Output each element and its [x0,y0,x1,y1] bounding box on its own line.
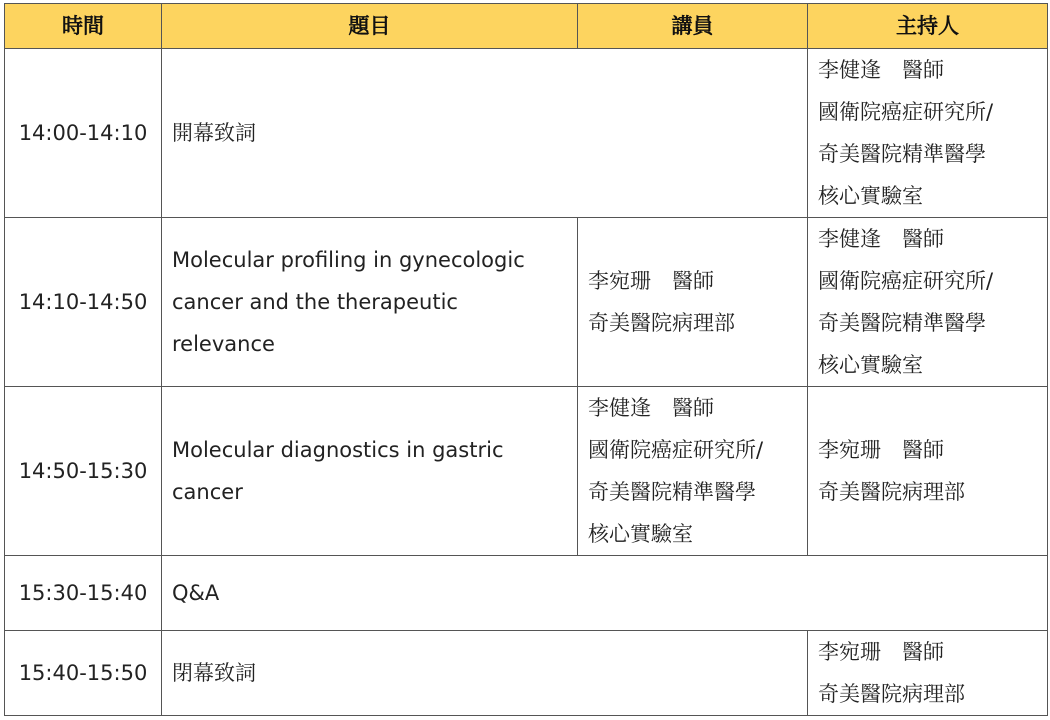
host-line: 李健逢 醫師 [818,58,944,82]
table-row [5,218,1048,387]
speaker-line: 李宛珊 醫師 [588,269,714,293]
host-line: 國衛院癌症研究所/ [818,269,994,293]
topic-cell: Molecular profiling in gynecologic cancer and the therapeutic relevance [162,218,578,387]
time-cell: 14:50-15:30 [5,387,162,556]
header-row [5,4,1048,49]
host-line: 核心實驗室 [818,184,923,208]
time-cell: 15:30-15:40 [5,556,162,631]
host-line: 奇美醫院病理部 [818,480,965,504]
speaker-cell [578,387,808,556]
header-speaker: 講員 [578,4,808,49]
speaker-line: 國衛院癌症研究所/ [588,438,764,462]
host-cell [808,387,1048,556]
table-row [5,387,1048,556]
host-line: 奇美醫院精準醫學 [818,142,986,166]
table-row [5,556,1048,631]
host-line: 奇美醫院病理部 [818,682,965,706]
time-cell: 14:10-14:50 [5,218,162,387]
topic-cell: Q&A [162,556,1048,631]
topic-cell: 閉幕致詞 [162,631,808,716]
host-line: 奇美醫院精準醫學 [818,311,986,335]
host-line: 核心實驗室 [818,353,923,377]
host-line: 李健逢 醫師 [818,227,944,251]
host-cell [808,49,1048,218]
time-cell: 15:40-15:50 [5,631,162,716]
host-line: 國衛院癌症研究所/ [818,100,994,124]
header-host: 主持人 [808,4,1048,49]
host-cell [808,218,1048,387]
header-topic: 題目 [162,4,578,49]
header-time: 時間 [5,4,162,49]
host-cell [808,631,1048,716]
speaker-line: 李健逢 醫師 [588,396,714,420]
schedule-table [4,3,1048,716]
topic-cell: 開幕致詞 [162,49,808,218]
host-line: 李宛珊 醫師 [818,640,944,664]
table-row [5,49,1048,218]
time-cell: 14:00-14:10 [5,49,162,218]
speaker-cell [578,218,808,387]
table-row [5,631,1048,716]
topic-cell: Molecular diagnostics in gastric cancer [162,387,578,556]
host-line: 李宛珊 醫師 [818,438,944,462]
speaker-line: 奇美醫院病理部 [588,311,735,335]
speaker-line: 奇美醫院精準醫學 [588,480,756,504]
speaker-line: 核心實驗室 [588,522,693,546]
